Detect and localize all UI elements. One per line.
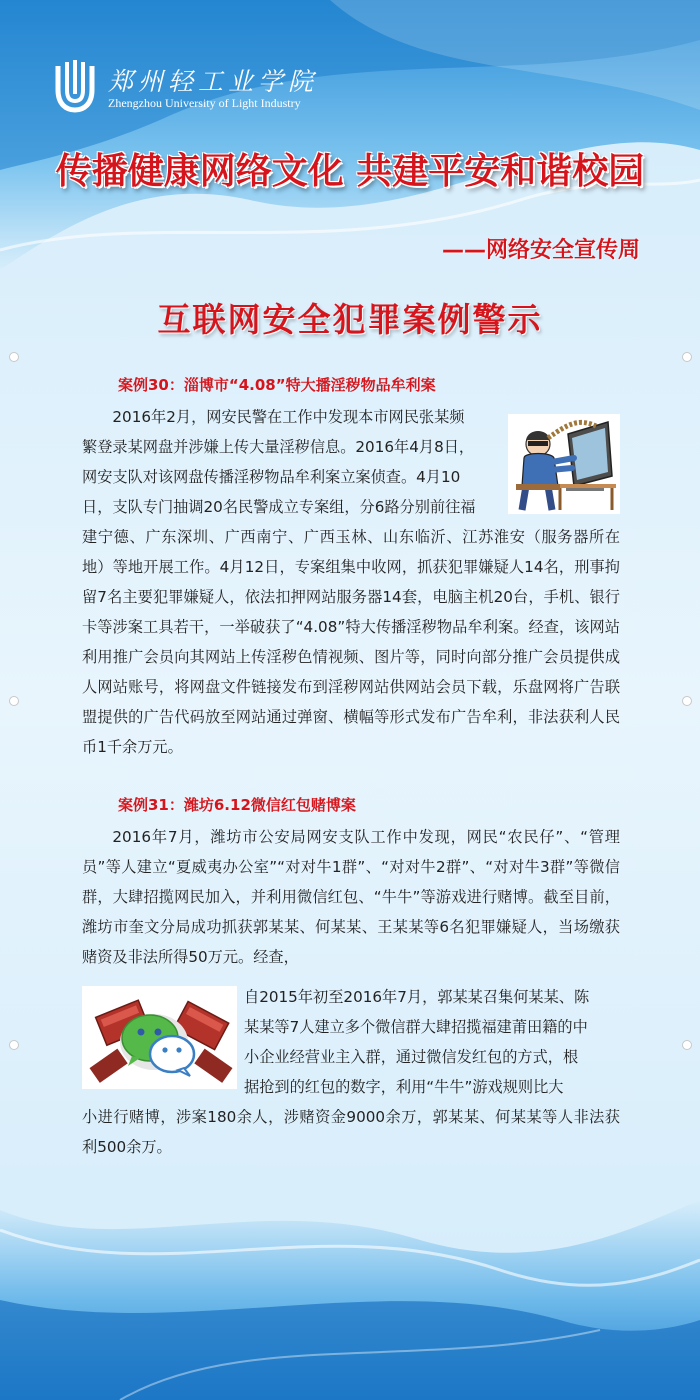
grommet-right-bottom xyxy=(682,1040,692,1050)
case-30-line-3: 网安支队对该网盘传播淫秽物品牟利案立案侦查。4月10 xyxy=(82,468,461,486)
case-31-line-3: 某某等7人建立多个微信群大肆招揽福建莆田籍的中 xyxy=(244,1018,588,1036)
hacker-computer-icon xyxy=(508,414,620,514)
subheadline: ——网络安全宣传周 xyxy=(441,238,640,263)
case-31-body-bottom: 小进行赌博，涉案180余人，涉赌资金9000余万，郭某某、何某某等人非法获利500余万。 xyxy=(82,1108,620,1156)
case-31-line-5: 据抢到的红包的数字，利用“牛牛”游戏规则比大 xyxy=(244,1078,564,1096)
grommet-left-bottom xyxy=(9,1040,19,1050)
case-30-line-1: 2016年2月，网安民警在工作中发现本市网民张某频 xyxy=(112,408,465,426)
university-name-cn: 郑州轻工业学院 xyxy=(108,67,319,96)
university-name-en: Zhengzhou University of Light Industry xyxy=(108,96,301,110)
university-emblem-icon xyxy=(52,60,98,114)
grommet-right-top xyxy=(682,352,692,362)
case-31-title: 案例31：潍坊6.12微信红包赌博案 xyxy=(118,796,356,814)
university-logo xyxy=(52,60,352,118)
grommet-right-mid xyxy=(682,696,692,706)
case-31-line-2: 自2015年初至2016年7月，郭某某召集何某某、陈 xyxy=(244,988,590,1006)
grommet-left-mid xyxy=(9,696,19,706)
section-title: 互联网安全犯罪案例警示 xyxy=(157,300,543,339)
case-30-title: 案例30：淄博市“4.08”特大播淫秽物品牟利案 xyxy=(118,376,436,394)
case-30-body: 建宁德、广东深圳、广西南宁、广西玉林、山东临沂、江苏淮安（服务器所在地）等地开展工作。4月12日，专案组集中收网，抓获犯罪嫌疑人14名，刑事拘留7名主要犯罪嫌疑人，依法扣押网站服务器14套，电脑主机20台，手机、银行卡等涉案工具若干，一举破获了“4.08”特大传播淫秽物品牟利案。经查，该网站利用推广会员向其网站上传淫秽色情视频、图片等，同时向部分推广会员提供成人网站账号，将网盘文件链接发布到淫秽网站供网站会员下载，乐盘网将广告联盟提供的广告代码放至网站通过弹窗、横幅等形式发布广告牟利，非法获利人民币1千余万元。 xyxy=(82,528,620,756)
case-30-line-2: 繁登录某网盘并涉嫌上传大量淫秽信息。2016年4月8日， xyxy=(82,438,475,456)
grommet-left-top xyxy=(9,352,19,362)
headline: 传播健康网络文化 共建平安和谐校园 xyxy=(55,151,645,192)
case-31-body-top: 2016年7月，潍坊市公安局网安支队工作中发现，网民“农民仔”、“管理员”等人建立“夏威夷办公室”“对对牛1群”、“对对牛2群”、“对对牛3群”等微信群，大肆招揽网民加入，并利用微信红包、“牛牛”等游戏进行赌博。截至目前，潍坊市奎文分局成功抓获郭某某、何某某、王某某等6名犯罪嫌疑人，当场缴获赌资及非法所得50万元。经查， xyxy=(82,828,620,966)
case-31-line-4: 小企业经营业主入群，通过微信发红包的方式，根 xyxy=(244,1048,579,1066)
case-30-line-4: 日，支队专门抽调20名民警成立专案组，分6路分别前往福 xyxy=(82,498,476,516)
wechat-red-envelope-icon xyxy=(82,986,237,1089)
